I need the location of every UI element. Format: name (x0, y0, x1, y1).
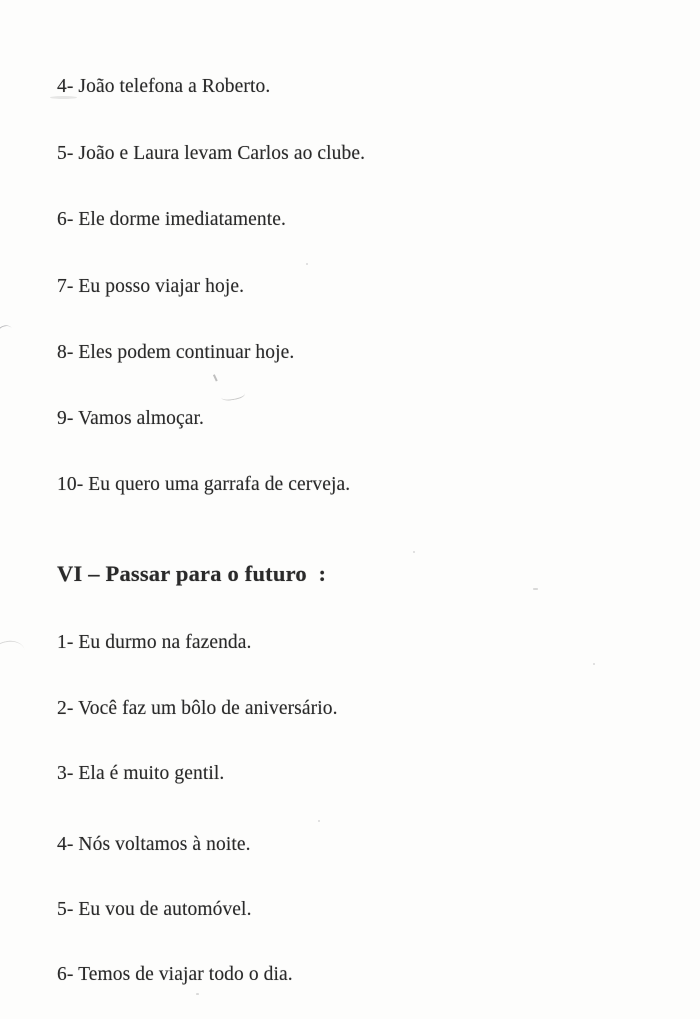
scan-artifact-arc-top-left (0, 322, 17, 346)
scan-artifact-pencil-tick (213, 374, 217, 381)
exercise-v-item-7: 7- Eu posso viajar hoje. (57, 276, 245, 297)
exercise-v-item-5: 5- João e Laura levam Carlos ao clube. (57, 143, 366, 164)
scan-artifact-speck (593, 663, 595, 665)
scan-artifact-speck (533, 588, 538, 590)
scan-artifact-arc-mid-left (0, 638, 27, 670)
exercise-vi-item-5: 5- Eu vou de automóvel. (57, 899, 252, 920)
exercise-vi-item-1: 1- Eu durmo na fazenda. (57, 632, 252, 653)
exercise-v-item-4: 4- João telefona a Roberto. (57, 76, 271, 97)
exercise-vi-item-4: 4- Nós voltamos à noite. (57, 834, 251, 855)
exercise-vi-item-2: 2- Você faz um bôlo de aniversário. (57, 698, 338, 719)
exercise-vi-heading: VI – Passar para o futuro : (57, 561, 327, 586)
exercise-v-item-6: 6- Ele dorme imediatamente. (57, 209, 287, 230)
scan-artifact-pencil-squiggle (220, 388, 245, 402)
scan-artifact-speck (306, 263, 308, 265)
exercise-vi-item-3: 3- Ela é muito gentil. (57, 763, 225, 784)
exercise-v-item-10: 10- Eu quero uma garrafa de cerveja. (57, 474, 351, 495)
exercise-vi-item-6: 6- Temos de viajar todo o dia. (57, 964, 293, 985)
scan-artifact-speck (196, 993, 199, 995)
scan-artifact-speck (413, 551, 415, 553)
scan-artifact-speck (318, 820, 320, 822)
exercise-v-item-8: 8- Eles podem continuar hoje. (57, 342, 295, 363)
exercise-v-item-9: 9- Vamos almoçar. (57, 408, 205, 429)
